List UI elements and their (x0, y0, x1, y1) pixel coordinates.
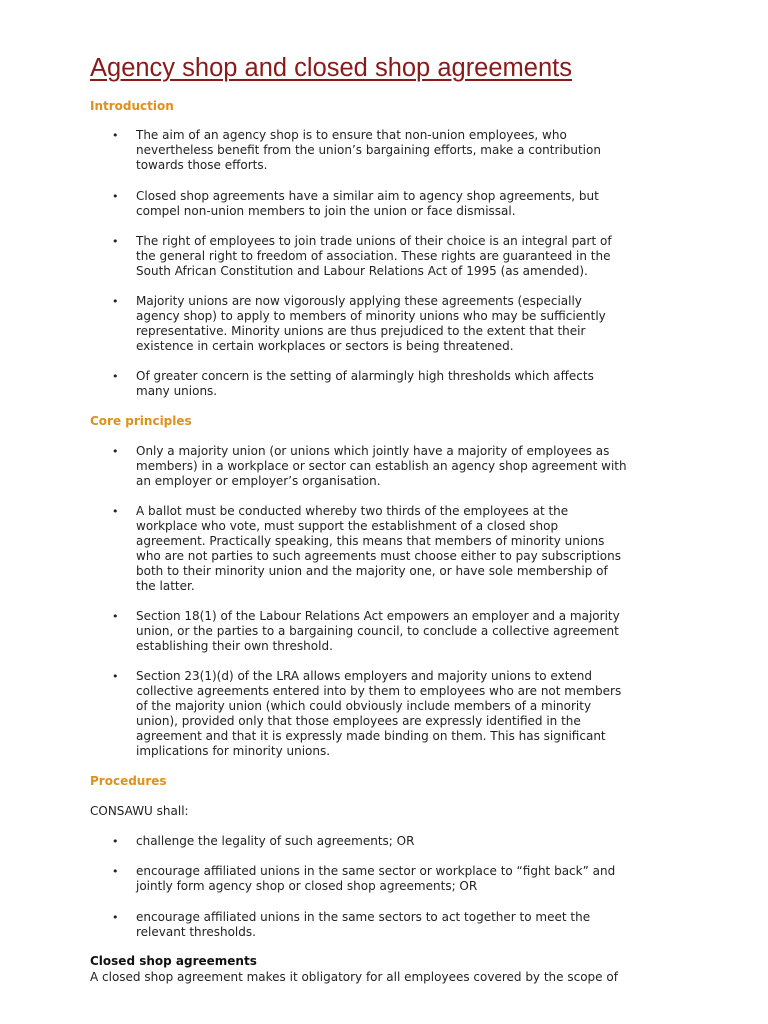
document-title: Agency shop and closed shop agreements (90, 54, 572, 82)
closed-shop-paragraph: A closed shop agreement makes it obligatory for all employees covered by the scope of (90, 970, 618, 984)
bullet-icon: • (112, 835, 119, 848)
list-item-text: Section 23(1)(d) of the LRA allows employers and majority unions to extend collective agreements entered into by them to employees who are not members of the majority union (which could obviously include members of a minority union), provided only that those employees are expressly identified in the agreement and that it is expressly made binding on them. This has significant implications for minority unions. (136, 669, 622, 758)
list-item-text: encourage affiliated unions in the same sector or workplace to “fight back” and jointly form agency shop or closed shop agreements; OR (136, 864, 616, 893)
bullet-icon: • (112, 610, 119, 623)
section-heading-procedures: Procedures (90, 774, 167, 788)
list-item-text: challenge the legality of such agreements; OR (136, 834, 415, 848)
bullet-icon: • (112, 370, 119, 383)
list-item-text: Section 18(1) of the Labour Relations Act empowers an employer and a majority union, or the parties to a bargaining council, to conclude a collective agreement establishing their own threshold. (136, 609, 620, 653)
bullet-icon: • (112, 235, 119, 248)
list-item-text: Of greater concern is the setting of alarmingly high thresholds which affects many unions. (136, 369, 594, 398)
section-heading-core-principles: Core principles (90, 414, 192, 428)
procedures-intro: CONSAWU shall: (90, 804, 189, 818)
bullet-icon: • (112, 129, 119, 142)
bullet-icon: • (112, 295, 119, 308)
list-item-text: A ballot must be conducted whereby two thirds of the employees at the workplace who vote, must support the establishment of a closed shop agreement. Practically speaking, this means that members of minority unions who are not parties to such agreements must choose either to pay subscriptions both to their minority union and the majority one, or have sole membership of the latter. (136, 504, 622, 593)
bullet-icon: • (112, 190, 119, 203)
list-item-text: Majority unions are now vigorously applying these agreements (especially agency shop) to apply to members of minority unions who may be sufficiently representative. Minority unions are thus prejudiced to the extent that their existence in certain workplaces or sectors is being threatened. (136, 294, 606, 353)
section-heading-closed-shop: Closed shop agreements (90, 954, 257, 968)
bullet-icon: • (112, 865, 119, 878)
list-item-text: encourage affiliated unions in the same sectors to act together to meet the relevant thresholds. (136, 910, 591, 939)
list-item-text: The right of employees to join trade unions of their choice is an integral part of the general right to freedom of association. These rights are guaranteed in the South African Constitution and Labour Relations Act of 1995 (as amended). (136, 234, 612, 278)
section-heading-introduction: Introduction (90, 99, 174, 113)
bullet-icon: • (112, 505, 119, 518)
bullet-icon: • (112, 445, 119, 458)
bullet-icon: • (112, 670, 119, 683)
list-item-text: The aim of an agency shop is to ensure that non-union employees, who nevertheless benefit from the union’s bargaining efforts, make a contribution towards those efforts. (136, 128, 601, 172)
list-item-text: Closed shop agreements have a similar aim to agency shop agreements, but compel non-union members to join the union or face dismissal. (136, 189, 599, 218)
bullet-icon: • (112, 911, 119, 924)
list-item-text: Only a majority union (or unions which jointly have a majority of employees as members) in a workplace or sector can establish an agency shop agreement with an employer or employer’s organisation. (136, 444, 627, 488)
